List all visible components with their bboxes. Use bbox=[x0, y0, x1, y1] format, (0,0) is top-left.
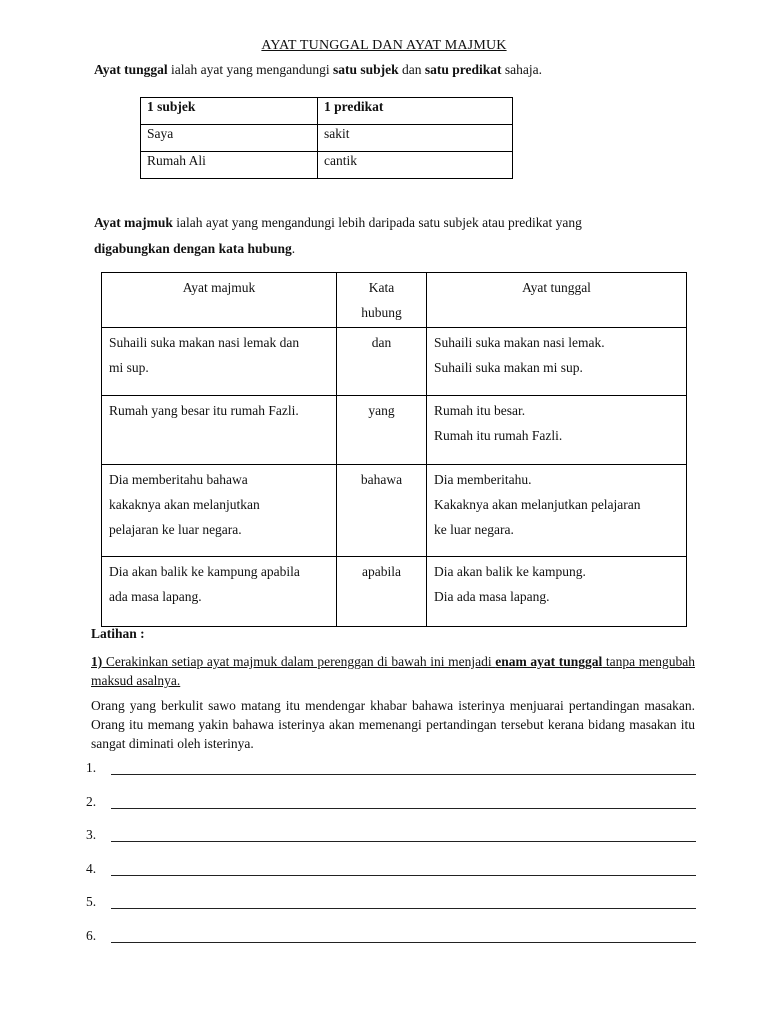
exercise-question bbox=[91, 652, 695, 690]
bold-text: enam ayat tunggal bbox=[495, 654, 603, 669]
answer-line[interactable] bbox=[86, 894, 696, 928]
answer-blank[interactable] bbox=[111, 774, 696, 775]
text-line: Suhaili suka makan nasi lemak dan bbox=[109, 335, 300, 350]
text-line: ke luar negara. bbox=[434, 522, 514, 537]
answer-line[interactable] bbox=[86, 760, 696, 794]
text-line: Dia memberitahu. bbox=[434, 472, 532, 487]
cell-tunggal bbox=[427, 328, 687, 396]
text-line: Rumah yang besar itu rumah Fazli. bbox=[109, 403, 299, 418]
text-line: ada masa lapang. bbox=[109, 589, 202, 604]
cell-majmuk bbox=[102, 465, 337, 557]
header-ayat-majmuk: Ayat majmuk bbox=[102, 273, 337, 328]
text-line: mi sup. bbox=[109, 360, 149, 375]
answer-number: 5. bbox=[86, 894, 97, 910]
cell-predikat: cantik bbox=[318, 152, 513, 179]
header-ayat-tunggal: Ayat tunggal bbox=[427, 273, 687, 328]
text: tanpa mengubah maksud asalnya. bbox=[91, 654, 695, 688]
cell-subjek: Saya bbox=[141, 125, 318, 152]
answer-blank[interactable] bbox=[111, 875, 696, 876]
text-line: Dia memberitahu bahawa bbox=[109, 472, 248, 487]
text-line: pelajaran ke luar negara. bbox=[109, 522, 242, 537]
answer-lines bbox=[86, 760, 696, 962]
definition-majmuk bbox=[94, 210, 714, 262]
header-predikat: 1 predikat bbox=[318, 98, 513, 125]
text-line: Kakaknya akan melanjutkan pelajaran bbox=[434, 497, 641, 512]
text-line: kakaknya akan melanjutkan bbox=[109, 497, 260, 512]
text: ialah ayat yang mengandungi lebih daripada satu subjek atau predikat yang bbox=[172, 215, 582, 230]
answer-blank[interactable] bbox=[111, 942, 696, 943]
question-number: 1) bbox=[91, 654, 103, 669]
text-line: Suhaili suka makan nasi lemak. bbox=[434, 335, 605, 350]
answer-blank[interactable] bbox=[111, 808, 696, 809]
answer-blank[interactable] bbox=[111, 908, 696, 909]
table-majmuk bbox=[101, 272, 687, 627]
cell-tunggal bbox=[427, 396, 687, 465]
answer-number: 3. bbox=[86, 827, 97, 843]
answer-line[interactable] bbox=[86, 827, 696, 861]
cell-hubung: apabila bbox=[337, 557, 427, 627]
text: Cerakinkan setiap ayat majmuk dalam perenggan di bawah ini menjadi bbox=[102, 654, 496, 669]
answer-blank[interactable] bbox=[111, 841, 696, 842]
page-title: AYAT TUNGGAL DAN AYAT MAJMUK bbox=[261, 38, 507, 53]
text: . bbox=[291, 241, 296, 256]
text: ialah ayat yang mengandungi bbox=[167, 62, 333, 77]
answer-number: 6. bbox=[86, 927, 97, 943]
text-line: Dia akan balik ke kampung apabila bbox=[109, 564, 300, 579]
answer-line[interactable] bbox=[86, 928, 696, 962]
header-kata-hubung bbox=[337, 273, 427, 328]
cell-hubung: bahawa bbox=[337, 465, 427, 557]
table-header-row bbox=[102, 273, 687, 328]
bold-text: digabungkan dengan kata hubung bbox=[94, 241, 292, 256]
table-row bbox=[141, 152, 513, 179]
answer-line[interactable] bbox=[86, 794, 696, 828]
term-majmuk: Ayat majmuk bbox=[94, 215, 173, 230]
table-row bbox=[141, 125, 513, 152]
definition-tunggal bbox=[94, 62, 714, 78]
latihan-heading: Latihan : bbox=[91, 626, 145, 641]
text-line: Dia ada masa lapang. bbox=[434, 589, 550, 604]
answer-number: 1. bbox=[86, 760, 97, 775]
answer-number: 2. bbox=[86, 793, 97, 809]
answer-number: 4. bbox=[86, 860, 97, 876]
cell-predikat: sakit bbox=[318, 125, 513, 152]
header-hubung: hubung bbox=[361, 305, 402, 320]
table-row bbox=[102, 465, 687, 557]
table-tunggal bbox=[140, 97, 513, 179]
text-line: Rumah itu rumah Fazli. bbox=[434, 428, 563, 443]
header-kata: Kata bbox=[368, 280, 395, 295]
exercise-paragraph: Orang yang berkulit sawo matang itu mendengar khabar bahawa isterinya menjuarai pertandingan masakan. Orang itu memang yakin bahawa isterinya akan memenangi pertandingan tersebut kerana bidang masakan itu sangat diminati oleh isterinya. bbox=[91, 698, 695, 751]
cell-majmuk bbox=[102, 328, 337, 396]
bold-text: satu predikat bbox=[424, 62, 502, 77]
cell-hubung: yang bbox=[337, 396, 427, 465]
text-line: Suhaili suka makan mi sup. bbox=[434, 360, 583, 375]
cell-hubung: dan bbox=[337, 328, 427, 396]
term-tunggal: Ayat tunggal bbox=[94, 62, 168, 77]
bold-text: satu subjek bbox=[332, 62, 399, 77]
text-line: Dia akan balik ke kampung. bbox=[434, 564, 586, 579]
text: dan bbox=[398, 62, 425, 77]
text-line: Rumah itu besar. bbox=[434, 403, 526, 418]
cell-subjek: Rumah Ali bbox=[141, 152, 318, 179]
table-row bbox=[102, 557, 687, 627]
cell-majmuk bbox=[102, 557, 337, 627]
table-row bbox=[102, 396, 687, 465]
cell-majmuk bbox=[102, 396, 337, 465]
table-row bbox=[102, 328, 687, 396]
answer-line[interactable] bbox=[86, 861, 696, 895]
cell-tunggal bbox=[427, 557, 687, 627]
table-header-row bbox=[141, 98, 513, 125]
text: sahaja. bbox=[501, 62, 543, 77]
cell-tunggal bbox=[427, 465, 687, 557]
header-subjek: 1 subjek bbox=[141, 98, 318, 125]
